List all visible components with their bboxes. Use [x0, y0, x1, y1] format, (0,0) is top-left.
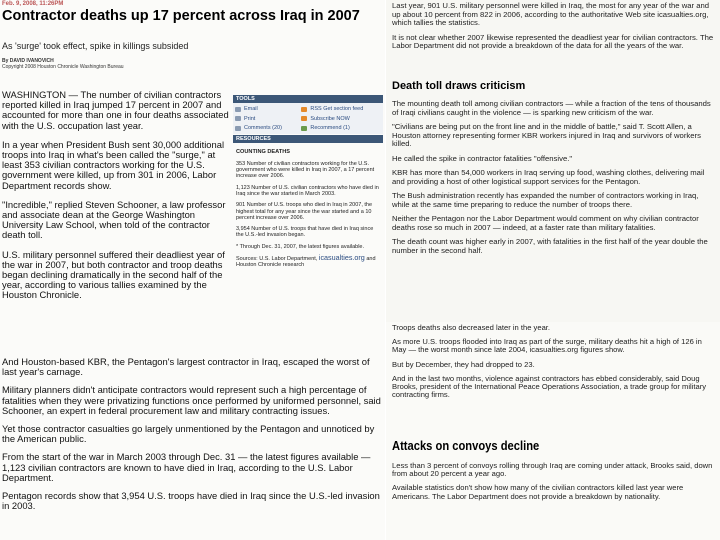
deck: As 'surge' took effect, spike in killings subsided: [2, 41, 189, 51]
body-paragraph: Last year, 901 U.S. military personnel were killed in Iraq, the most for any year of the war and up about 10 percent from 822 in 2006, according to the authoritative Web site icasualties.org, which tallies the statistics.: [392, 1, 710, 27]
lead-paragraph: U.S. military personnel suffered their deadliest year of the war in 2007, but both contractor and troop deaths began declining dramatically in the second half of the year, according to various tallies examined by the Houston Chronicle.: [2, 248, 225, 301]
sources-suffix: and Houston Chronicle research: [236, 256, 376, 269]
recommend-icon: [301, 126, 307, 131]
lead-paragraph: In a year when President Bush sent 30,000 additional troops into Iraq in what's been called the "surge," at least 353 civilian contractors working for the U.S. government were killed, up from 301 in 2006, Labor Department records show.: [2, 138, 225, 191]
body-paragraph: But by December, they had dropped to 23.: [392, 359, 535, 369]
facts-heading: COUNTING DEATHS: [236, 149, 290, 156]
article-clipping-right-bottom: [386, 322, 720, 540]
tool-label: Email: [244, 106, 258, 113]
byline-author: By DAVID IVANOVICH: [2, 58, 54, 64]
tool-comments[interactable]: [235, 125, 301, 131]
counting-deaths-box: [233, 143, 383, 268]
tool-rss[interactable]: [301, 106, 381, 112]
rss-icon: [301, 107, 307, 112]
tool-label: Subscribe NOW: [310, 115, 350, 122]
article-clipping-right-top: [386, 0, 720, 322]
tool-label: Comments (20): [244, 124, 282, 131]
body-paragraph: Troops deaths also decreased later in the year.: [392, 323, 551, 332]
fact-item: 1,123 Number of U.S. civilian contractors who have died in Iraq since the war started in March 2003.: [236, 184, 379, 197]
dateline: Feb. 9, 2008, 11:26PM: [2, 1, 64, 7]
body-paragraph: As more U.S. troops flooded into Iraq as part of the surge, military deaths hit a high of 126 in May — the worst month since late 2004, icasualties.org figures show.: [392, 337, 702, 355]
body-paragraph: It is not clear whether 2007 likewise represented the deadliest year for civilian contractors. The Labor Department did not provide a breakdown of the data for all the years of the war.: [392, 32, 714, 50]
fact-item: 901 Number of U.S. troops who died in Iraq in 2007, the highest total for any year since the war started and a 10 percent increase over 2006.: [236, 202, 373, 221]
tool-email[interactable]: [235, 106, 301, 112]
tools-header: TOOLS: [233, 95, 383, 103]
body-paragraph: "Civilians are being put on the front line and in the middle of battle," said T. Scott Allen, a Houston attorney representing former KBR workers injured in Iraq and survivors of workers killed.: [392, 122, 701, 148]
headline: Contractor deaths up 17 percent across Iraq in 2007: [2, 8, 360, 24]
body-paragraph: KBR has more than 54,000 workers in Iraq serving up food, washing clothes, delivering mail and providing a host of other logistical support services for the Pentagon.: [392, 168, 705, 186]
tools-grid: [233, 103, 383, 134]
tool-label: RSS Get section feed: [310, 106, 364, 113]
resources-header: RESOURCES: [233, 135, 383, 143]
body-paragraph: The death count was higher early in 2007, with fatalities in the first half of the year double the number in the second half.: [392, 237, 708, 255]
fact-item: 3,954 Number of U.S. troops that have died in Iraq since the U.S.-led invasion began.: [236, 226, 374, 239]
right-bottom-intro: [392, 324, 714, 405]
full-width-column: [2, 357, 382, 519]
body-paragraph: The Bush administration recently has expanded the number of contractors working in Iraq, while at the same time preparing to reduce the number of troops there.: [392, 191, 699, 209]
tool-recommend[interactable]: [301, 125, 381, 131]
sources-prefix: Sources: U.S. Labor Department,: [236, 256, 318, 263]
body-paragraph: Yet those contractor casualties go largely unmentioned by the Pentagon and unnoticed by the American public.: [2, 423, 375, 445]
comments-icon: [235, 126, 241, 131]
byline-copyright: Copyright 2008 Houston Chronicle Washington Bureau: [2, 64, 124, 70]
tool-subscribe[interactable]: [301, 116, 381, 122]
body-paragraph: And Houston-based KBR, the Pentagon's largest contractor in Iraq, escaped the worst of last year's carnage.: [2, 356, 370, 378]
body-paragraph: He called the spike in contractor fatalities "offensive.": [392, 153, 573, 163]
subhead-convoys: Attacks on convoys decline: [392, 438, 540, 453]
body-paragraph: Less than 3 percent of convoys rolling through Iraq are coming under attack, Brooks said, down from about 20 percent a year ago.: [392, 461, 713, 479]
lead-column: [2, 90, 230, 310]
tool-print[interactable]: [235, 116, 301, 122]
subscribe-icon: [301, 116, 307, 121]
fact-item: 353 Number of civilian contractors working for the U.S. government who were killed in Iraq in 2007, a 17 percent increase over 2006.: [236, 160, 375, 180]
right-top-body: [392, 100, 714, 261]
body-paragraph: Pentagon records show that 3,954 U.S. troops have died in Iraq since the U.S.-led invasion in 2003.: [2, 490, 380, 512]
body-paragraph: From the start of the war in March 2003 through Dec. 31 — the latest figures available — 1,123 civilian contractors are known to have died in Iraq, according to the U.S. Labor Department.: [2, 451, 371, 483]
lead-paragraph: "Incredible," replied Steven Schooner, a law professor and associate dean at the George Washington University Law School, when told of the contractor death toll.: [2, 198, 226, 241]
lead-paragraph: WASHINGTON — The number of civilian contractors reported killed in Iraq jumped 17 percent in 2007 and accounted for more than one in four deaths associated with the U.S. occupation last year.: [2, 89, 229, 131]
right-bottom-body: [392, 462, 714, 507]
body-paragraph: Available statistics don't show how many of the civilian contractors killed last year were Americans. The Labor Department does not provide a breakdown by nationality.: [392, 483, 684, 501]
email-icon: [235, 107, 241, 112]
byline: [2, 58, 124, 70]
sources-line: [236, 255, 380, 269]
right-top-intro: [392, 2, 714, 57]
fact-footnote: * Through Dec. 31, 2007, the latest figures available.: [236, 243, 365, 250]
sources-link[interactable]: icasualties.org: [318, 253, 365, 263]
tool-label: Print: [244, 115, 256, 122]
print-icon: [235, 116, 241, 121]
body-paragraph: Military planners didn't anticipate contractors would represent such a high percentage of fatalities when they were privatizing functions once performed by uniformed personnel, said Schooner, an expert in federal procurement law and military contracting issues.: [2, 384, 381, 416]
tool-label: Recommend (1): [310, 124, 350, 131]
body-paragraph: And in the last two months, violence against contractors has ebbed considerably, said Doug Brooks, president of the International Peace Operations Association, a trade group for military contracting firms.: [392, 373, 707, 400]
subhead-death-toll: Death toll draws criticism: [392, 80, 526, 92]
body-paragraph: The mounting death toll among civilian contractors — while a fraction of the tens of thousands of Iraqi civilians caught in the violence — is sparking new criticism of the war.: [392, 99, 711, 117]
tools-sidebar: [233, 95, 383, 274]
body-paragraph: Neither the Pentagon nor the Labor Department would comment on why civilian contractor deaths rose so much in 2007 — indeed, at a faster rate than military fatalities.: [392, 214, 699, 232]
